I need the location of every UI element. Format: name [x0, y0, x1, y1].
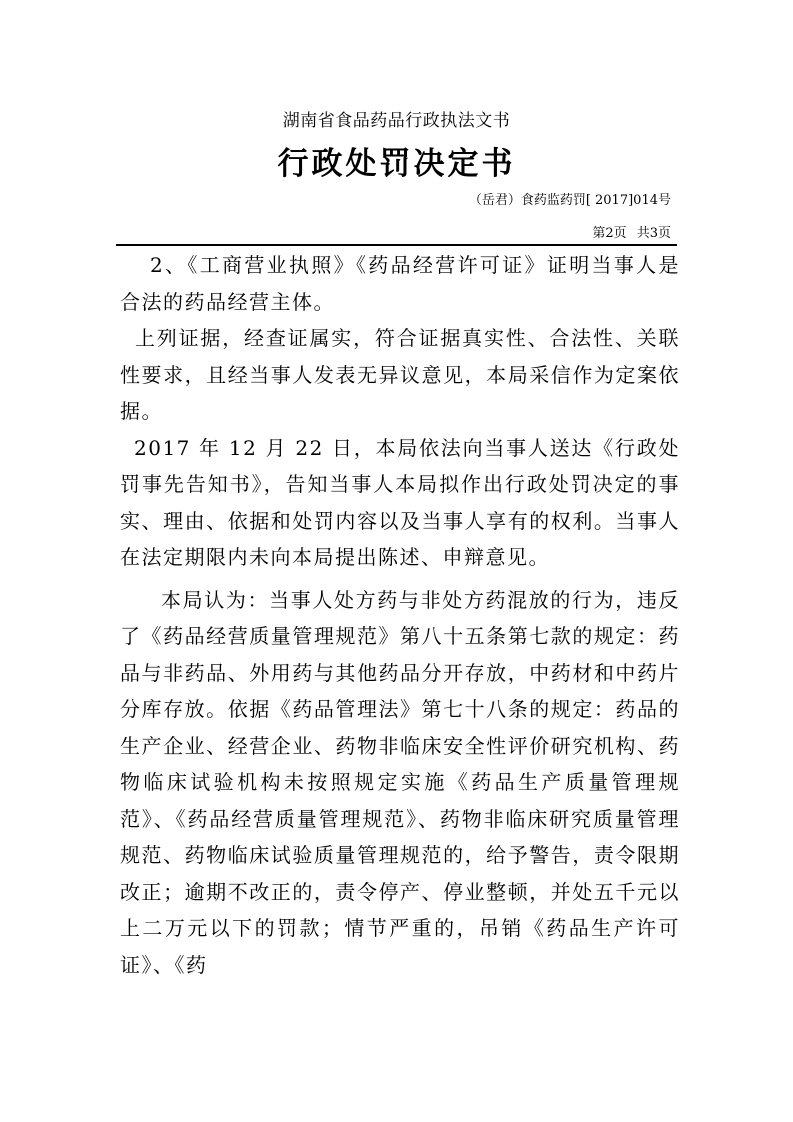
paragraph-notice-delivery: 2017 年 12 月 22 日，本局依法向当事人送达《行政处罚事先告知书》，告知当事人本局拟作出行政处罚决定的事实、理由、依据和处罚内容以及当事人享有的权利。当事人在法定期限内未向本局提出陈述、申辩意见。	[120, 435, 680, 569]
document-number: （岳君）食药监药罚[ 2017]014号	[468, 193, 671, 208]
document-header-title: 湖南省食品药品行政执法文书	[282, 111, 511, 131]
document-main-title: 行政处罚决定书	[277, 146, 516, 182]
page-info: 第2页 共3页	[592, 226, 671, 241]
document-body	[120, 247, 680, 983]
header-divider	[116, 244, 677, 246]
paragraph-evidence-confirmation: 上列证据，经查证属实，符合证据真实性、合法性、关联性要求，且经当事人发表无异议意见，本局采信作为定案依据。	[120, 326, 680, 423]
paragraph-evidence-item: 2、《工商营业执照》《药品经营许可证》证明当事人是合法的药品经营主体。	[120, 253, 680, 314]
paragraph-legal-finding: 本局认为：当事人处方药与非处方药混放的行为，违反了《药品经营质量管理规范》第八十五条第七款的规定：药品与非药品、外用药与其他药品分开存放，中药材和中药片分库存放。依据《药品管理法》第七十八条的规定：药品的生产企业、经营企业、药物非临床安全性评价研究机构、药物临床试验机构未按照规定实施《药品生产质量管理规范》、《药品经营质量管理规范》、药物非临床研究质量管理规范、药物临床试验质量管理规范的，给予警告，责令限期改正；逾期不改正的，责令停产、停业整顿，并处五千元以上二万元以下的罚款；情节严重的，吊销《药品生产许可证》、《药	[120, 587, 680, 977]
